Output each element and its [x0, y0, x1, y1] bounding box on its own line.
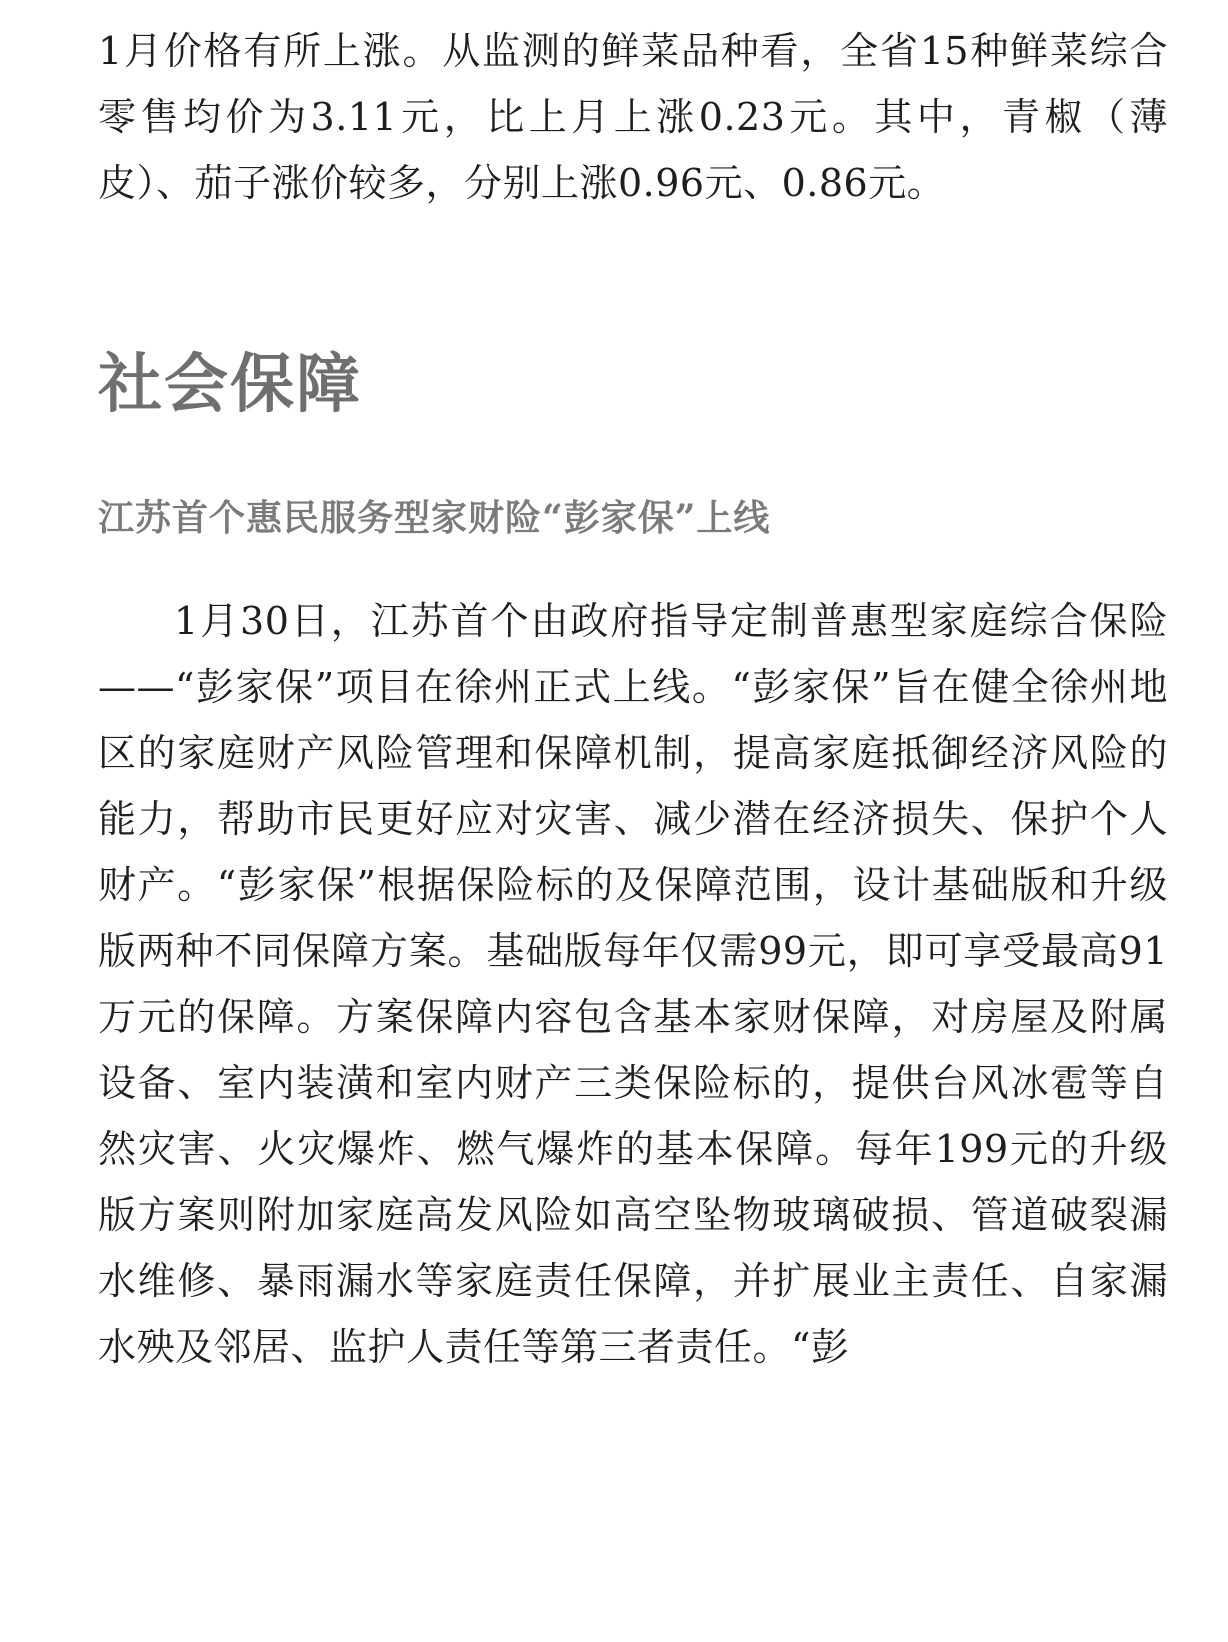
- price-paragraph: 1月价格有所上涨。从监测的鲜菜品种看，全省15种鲜菜综合零售均价为3.11元，比上月上涨0.23元。其中，青椒（薄皮）、茄子涨价较多，分别上涨0.96元、0.86元。: [98, 29, 1168, 205]
- article-title: 江苏首个惠民服务型家财险“彭家保”上线: [98, 497, 771, 539]
- section-title: 社会保障: [98, 348, 362, 422]
- article-body-paragraph: 1月30日，江苏首个由政府指导定制普惠型家庭综合保险——“彭家保”项目在徐州正式上线。“彭家保”旨在健全徐州地区的家庭财产风险管理和保障机制，提高家庭抵御经济风险的能力，帮助市民更好应对灾害、减少潜在经济损失、保护个人财产。“彭家保”根据保险标的及保障范围，设计基础版和升级版两种不同保障方案。基础版每年仅需99元，即可享受最高91万元的保障。方案保障内容包含基本家财保障，对房屋及附属设备、室内装潢和室内财产三类保险标的，提供台风冰雹等自然灾害、火灾爆炸、燃气爆炸的基本保障。每年199元的升级版方案则附加家庭高发风险如高空坠物玻璃破损、管道破裂漏水维修、暴雨漏水等家庭责任保障，并扩展业主责任、自家漏水殃及邻居、监护人责任等第三者责任。“彭: [98, 599, 1168, 1369]
